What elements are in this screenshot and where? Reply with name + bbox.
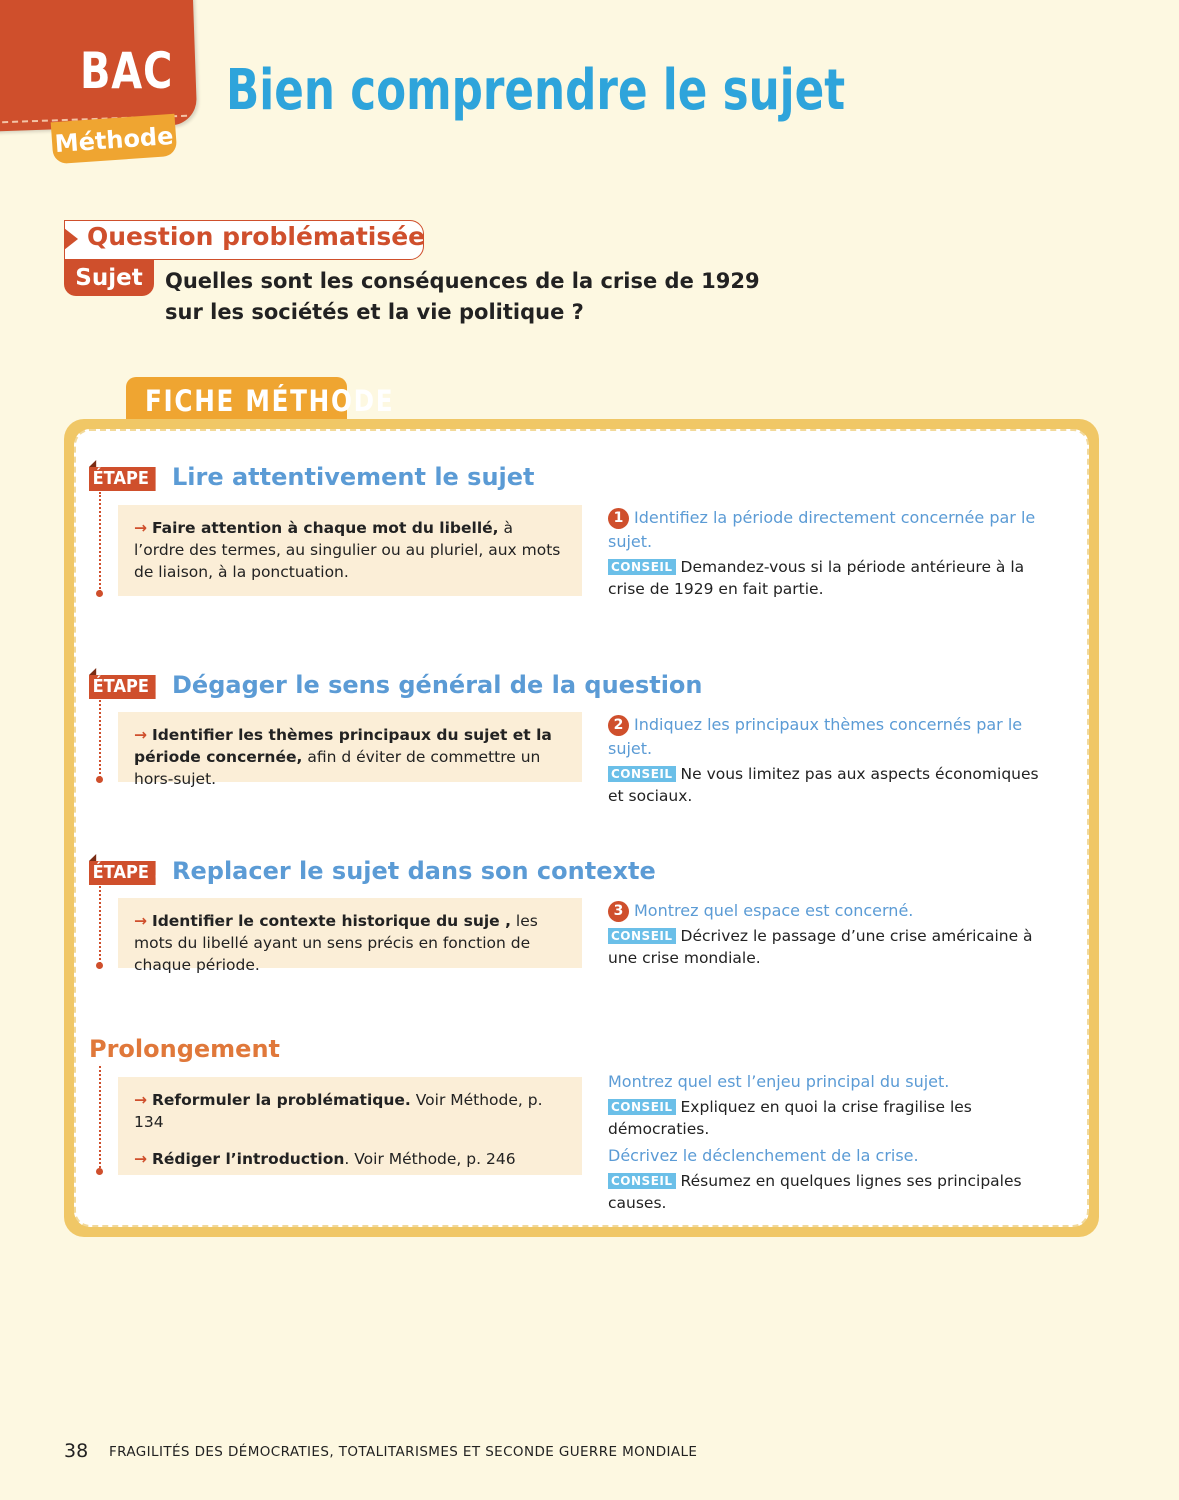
step-1-title: Lire attentivement le sujet xyxy=(172,463,535,491)
page-number: 38 xyxy=(64,1440,89,1462)
step-1-text: à l’ordre des termes, au singulier ou au pluriel, aux mots de liaison, à la ponctuation. xyxy=(134,519,561,581)
prolongement-item-1 xyxy=(134,1089,566,1133)
number-3-badge: 3 xyxy=(608,901,629,922)
prolongement-title: Prolongement xyxy=(89,1035,281,1063)
prolongement-line xyxy=(99,1066,101,1168)
step-2-bold: Identifier les thèmes principaux du sujet et la période concernée, xyxy=(134,726,552,766)
prolongement-item-1-bold: Reformuler la problématique. xyxy=(151,1091,411,1109)
arrow-right-icon: → xyxy=(134,1091,147,1109)
step-3-title: Replacer le sujet dans son contexte xyxy=(172,857,656,885)
conseil-badge: CONSEIL xyxy=(608,766,676,782)
arrow-right-icon: → xyxy=(134,519,147,537)
step-3-bold: Identifier le contexte historique du suje , xyxy=(151,912,511,930)
prolongement-question-2: Décrivez le déclenchement de la crise. xyxy=(608,1146,919,1165)
step-1-dot xyxy=(96,590,103,597)
sujet-line-1: Quelles sont les conséquences de la crise de 1929 xyxy=(165,269,760,293)
play-arrow-icon xyxy=(64,228,78,250)
step-1-right xyxy=(608,506,1058,600)
step-3-conseil: Décrivez le passage d’une crise américaine à une crise mondiale. xyxy=(608,927,1033,967)
step-3-dot xyxy=(96,962,103,969)
step-2-right xyxy=(608,713,1058,807)
step-3-box xyxy=(118,898,582,974)
conseil-badge: CONSEIL xyxy=(608,559,676,575)
step-2-text: afin d éviter de commettre un hors-sujet. xyxy=(134,748,541,788)
step-2-question: Indiquez les principaux thèmes concernés par le sujet. xyxy=(608,715,1023,758)
step-1-bold: Faire attention à chaque mot du libellé, xyxy=(151,519,499,537)
step-2-conseil: Ne vous limitez pas aux aspects économiques et sociaux. xyxy=(608,765,1039,805)
prolongement-right xyxy=(608,1070,1058,1214)
conseil-badge: CONSEIL xyxy=(608,1173,676,1189)
conseil-badge: CONSEIL xyxy=(608,1099,676,1115)
step-1-badge: ÉTAPE 1 xyxy=(89,467,156,491)
number-1-badge: 1 xyxy=(608,508,629,529)
prolongement-item-2-bold: Rédiger l’introduction xyxy=(151,1150,345,1168)
prolongement-question-1: Montrez quel est l’enjeu principal du sujet. xyxy=(608,1072,950,1091)
methode-label: Méthode xyxy=(51,114,178,165)
fiche-methode-label: FICHE MÉTHODE xyxy=(145,384,395,418)
step-3-text: les mots du libellé ayant un sens précis en fonction de chaque période. xyxy=(134,912,538,974)
page-title: Bien comprendre le sujet xyxy=(226,58,846,123)
step-3-right xyxy=(608,899,1058,969)
arrow-right-icon: → xyxy=(134,1150,147,1168)
step-2-badge: ÉTAPE 2 xyxy=(89,675,156,699)
chapter-title: FRAGILITÉS DES DÉMOCRATIES, TOTALITARISMES ET SECONDE GUERRE MONDIALE xyxy=(109,1444,698,1460)
prolongement-item-1-text: Voir Méthode, p. 134 xyxy=(134,1091,543,1131)
sujet-text xyxy=(165,266,785,328)
step-3-badge: ÉTAPE 3 xyxy=(89,861,156,885)
step-1-box xyxy=(118,505,582,596)
step-3-line xyxy=(99,886,101,964)
number-2-badge: 2 xyxy=(608,715,629,736)
step-3-question: Montrez quel espace est concerné. xyxy=(634,901,914,920)
step-1-conseil: Demandez-vous si la période antérieure à la crise de 1929 en fait partie. xyxy=(608,558,1025,598)
sujet-line-2: sur les sociétés et la vie politique ? xyxy=(165,300,584,324)
sujet-badge: Sujet xyxy=(64,260,154,296)
prolongement-dot xyxy=(96,1168,103,1175)
prolongement-conseil-1: Expliquez en quoi la crise fragilise les démocraties. xyxy=(608,1098,972,1138)
step-2-title: Dégager le sens général de la question xyxy=(172,671,703,699)
step-2-box xyxy=(118,712,582,788)
prolongement-conseil-2: Résumez en quelques lignes ses principales causes. xyxy=(608,1172,1022,1212)
step-1-question: Identifiez la période directement concernée par le sujet. xyxy=(608,508,1036,551)
arrow-right-icon: → xyxy=(134,912,147,930)
bac-label: BAC xyxy=(80,42,174,100)
question-heading: Question problématisée xyxy=(87,222,426,251)
prolongement-item-2-text: . Voir Méthode, p. 246 xyxy=(344,1150,516,1168)
step-2-dot xyxy=(96,776,103,783)
step-2-line xyxy=(99,700,101,778)
prolongement-box xyxy=(118,1077,582,1175)
conseil-badge: CONSEIL xyxy=(608,928,676,944)
prolongement-item-2 xyxy=(134,1148,566,1170)
step-1-line xyxy=(99,492,101,592)
arrow-right-icon: → xyxy=(134,726,147,744)
